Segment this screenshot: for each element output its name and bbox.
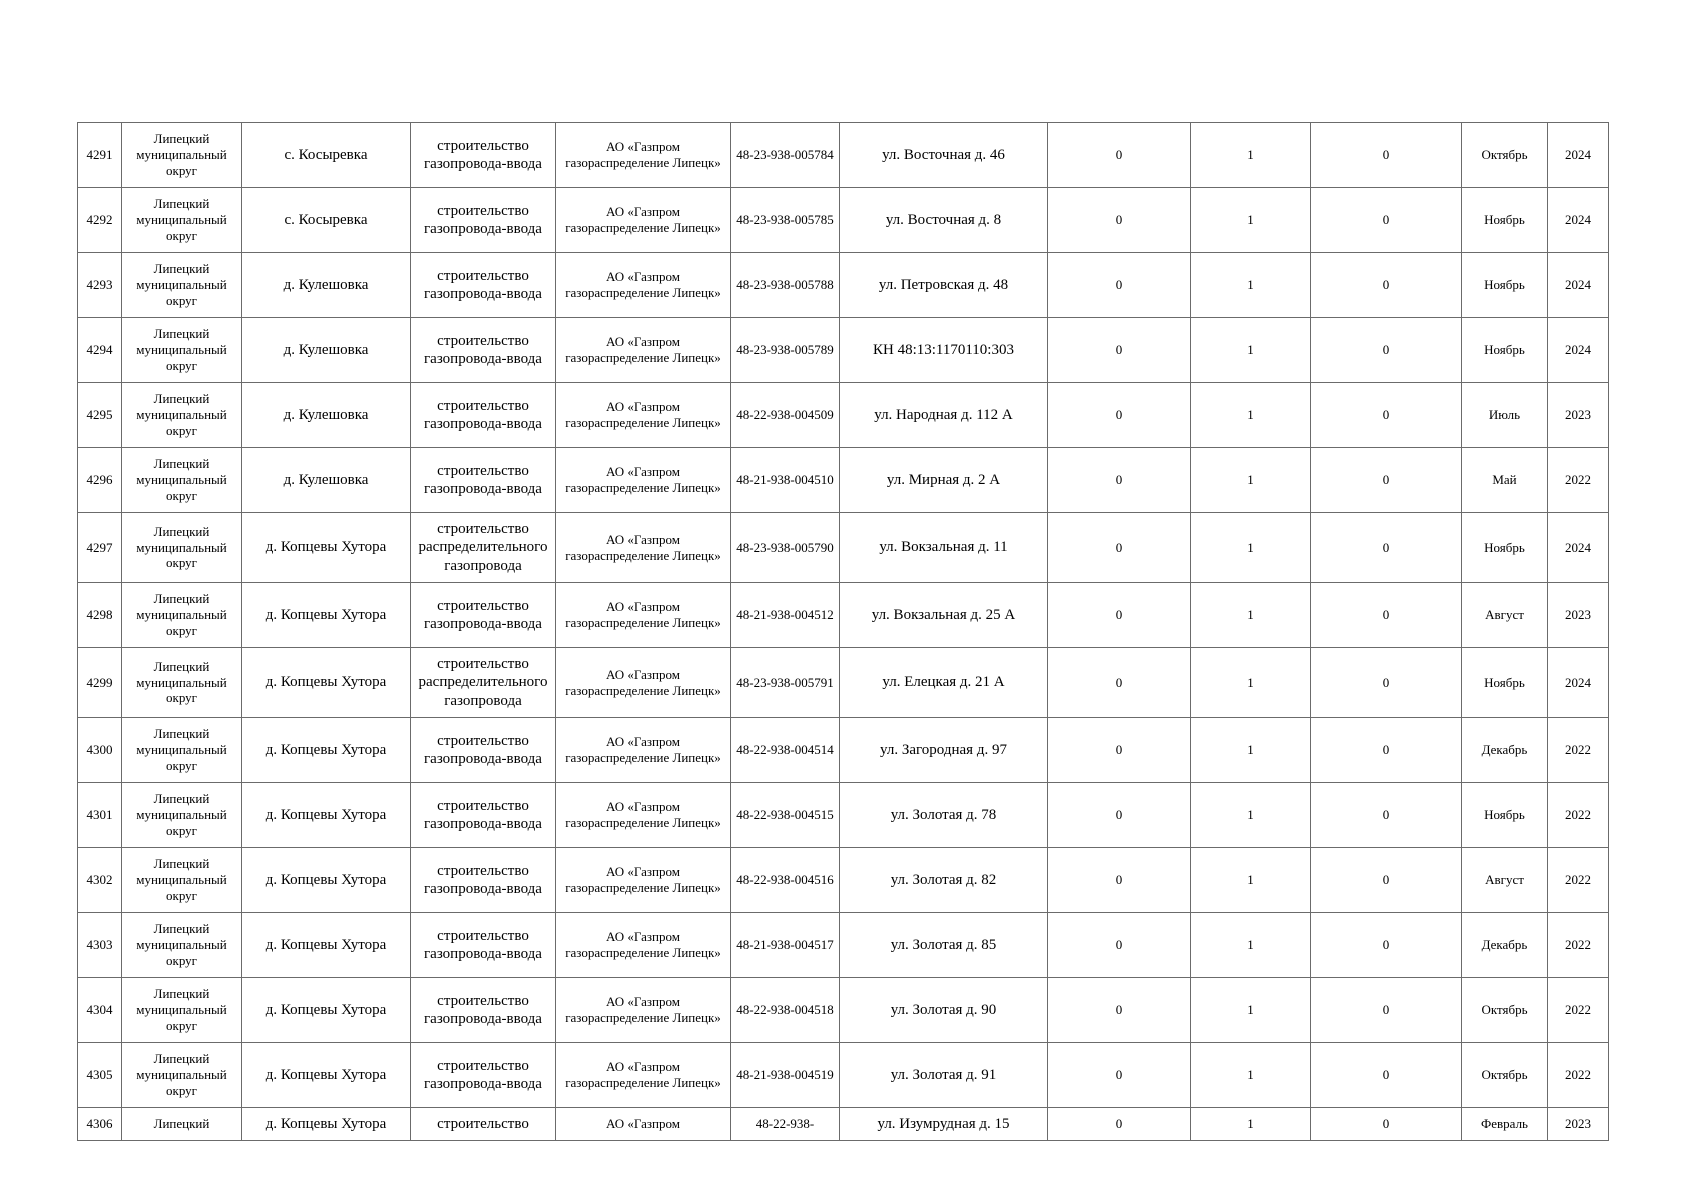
year-cell: 2023 <box>1548 583 1609 648</box>
row-number-cell: 4294 <box>78 318 122 383</box>
row-number-cell: 4292 <box>78 188 122 253</box>
row-number-cell: 4305 <box>78 1043 122 1108</box>
year-cell: 2023 <box>1548 1108 1609 1141</box>
code-cell: 48-23-938-005784 <box>731 123 840 188</box>
year-cell: 2022 <box>1548 978 1609 1043</box>
year-cell: 2022 <box>1548 718 1609 783</box>
table-row <box>78 513 1609 583</box>
organization-cell: АО «Газпром газораспределение Липецк» <box>556 848 731 913</box>
address-cell: ул. Мирная д. 2 А <box>840 448 1048 513</box>
count-cell-2: 1 <box>1191 513 1311 583</box>
count-cell-2: 1 <box>1191 648 1311 718</box>
work-type-cell: строительство газопровода-ввода <box>411 583 556 648</box>
code-cell: 48-22-938-004516 <box>731 848 840 913</box>
address-cell: ул. Золотая д. 90 <box>840 978 1048 1043</box>
settlement-cell: д. Копцевы Хутора <box>242 978 411 1043</box>
code-cell: 48-23-938-005790 <box>731 513 840 583</box>
count-cell-3: 0 <box>1311 978 1462 1043</box>
work-type-cell: строительство <box>411 1108 556 1141</box>
district-cell: Липецкий муниципальный округ <box>122 848 242 913</box>
month-cell: Август <box>1462 583 1548 648</box>
count-cell-1: 0 <box>1048 783 1191 848</box>
table-row <box>78 383 1609 448</box>
row-number-cell: 4304 <box>78 978 122 1043</box>
organization-cell: АО «Газпром газораспределение Липецк» <box>556 123 731 188</box>
month-cell: Август <box>1462 848 1548 913</box>
district-cell: Липецкий муниципальный округ <box>122 648 242 718</box>
row-number-cell: 4295 <box>78 383 122 448</box>
settlement-cell: д. Копцевы Хутора <box>242 1043 411 1108</box>
address-cell: ул. Золотая д. 78 <box>840 783 1048 848</box>
count-cell-2: 1 <box>1191 383 1311 448</box>
organization-cell: АО «Газпром газораспределение Липецк» <box>556 1043 731 1108</box>
address-cell: ул. Восточная д. 46 <box>840 123 1048 188</box>
settlement-cell: д. Копцевы Хутора <box>242 583 411 648</box>
organization-cell: АО «Газпром газораспределение Липецк» <box>556 383 731 448</box>
count-cell-2: 1 <box>1191 123 1311 188</box>
district-cell: Липецкий муниципальный округ <box>122 583 242 648</box>
table-row <box>78 913 1609 978</box>
row-number-cell: 4299 <box>78 648 122 718</box>
settlement-cell: д. Копцевы Хутора <box>242 848 411 913</box>
count-cell-1: 0 <box>1048 718 1191 783</box>
code-cell: 48-22-938- <box>731 1108 840 1141</box>
table-row <box>78 318 1609 383</box>
month-cell: Ноябрь <box>1462 783 1548 848</box>
count-cell-3: 0 <box>1311 648 1462 718</box>
organization-cell: АО «Газпром газораспределение Липецк» <box>556 913 731 978</box>
table-row <box>78 783 1609 848</box>
row-number-cell: 4302 <box>78 848 122 913</box>
count-cell-3: 0 <box>1311 513 1462 583</box>
table-row <box>78 188 1609 253</box>
organization-cell: АО «Газпром <box>556 1108 731 1141</box>
district-cell: Липецкий муниципальный округ <box>122 253 242 318</box>
document-table <box>77 122 1609 1141</box>
address-cell: ул. Восточная д. 8 <box>840 188 1048 253</box>
work-type-cell: строительство распределительного газопровода <box>411 513 556 583</box>
row-number-cell: 4300 <box>78 718 122 783</box>
year-cell: 2022 <box>1548 1043 1609 1108</box>
month-cell: Октябрь <box>1462 1043 1548 1108</box>
count-cell-1: 0 <box>1048 583 1191 648</box>
table-row <box>78 583 1609 648</box>
settlement-cell: д. Копцевы Хутора <box>242 913 411 978</box>
row-number-cell: 4298 <box>78 583 122 648</box>
address-cell: ул. Золотая д. 82 <box>840 848 1048 913</box>
count-cell-1: 0 <box>1048 978 1191 1043</box>
district-cell: Липецкий муниципальный округ <box>122 318 242 383</box>
table-row <box>78 1043 1609 1108</box>
settlement-cell: д. Копцевы Хутора <box>242 1108 411 1141</box>
count-cell-1: 0 <box>1048 123 1191 188</box>
count-cell-2: 1 <box>1191 318 1311 383</box>
year-cell: 2022 <box>1548 848 1609 913</box>
count-cell-2: 1 <box>1191 253 1311 318</box>
count-cell-3: 0 <box>1311 318 1462 383</box>
organization-cell: АО «Газпром газораспределение Липецк» <box>556 648 731 718</box>
district-cell: Липецкий муниципальный округ <box>122 448 242 513</box>
year-cell: 2024 <box>1548 123 1609 188</box>
organization-cell: АО «Газпром газораспределение Липецк» <box>556 583 731 648</box>
settlement-cell: д. Кулешовка <box>242 253 411 318</box>
count-cell-3: 0 <box>1311 383 1462 448</box>
work-type-cell: строительство газопровода-ввода <box>411 448 556 513</box>
count-cell-2: 1 <box>1191 913 1311 978</box>
work-type-cell: строительство газопровода-ввода <box>411 783 556 848</box>
table-row <box>78 253 1609 318</box>
organization-cell: АО «Газпром газораспределение Липецк» <box>556 513 731 583</box>
count-cell-2: 1 <box>1191 1043 1311 1108</box>
row-number-cell: 4296 <box>78 448 122 513</box>
count-cell-3: 0 <box>1311 913 1462 978</box>
district-cell: Липецкий муниципальный округ <box>122 783 242 848</box>
district-cell: Липецкий муниципальный округ <box>122 1043 242 1108</box>
code-cell: 48-22-938-004514 <box>731 718 840 783</box>
work-type-cell: строительство распределительного газопровода <box>411 648 556 718</box>
table-row <box>78 1108 1609 1141</box>
work-type-cell: строительство газопровода-ввода <box>411 848 556 913</box>
count-cell-2: 1 <box>1191 783 1311 848</box>
table-row <box>78 718 1609 783</box>
count-cell-2: 1 <box>1191 188 1311 253</box>
address-cell: ул. Петровская д. 48 <box>840 253 1048 318</box>
settlement-cell: с. Косыревка <box>242 188 411 253</box>
address-cell: ул. Загородная д. 97 <box>840 718 1048 783</box>
row-number-cell: 4306 <box>78 1108 122 1141</box>
month-cell: Июль <box>1462 383 1548 448</box>
settlement-cell: д. Копцевы Хутора <box>242 718 411 783</box>
count-cell-1: 0 <box>1048 1043 1191 1108</box>
month-cell: Ноябрь <box>1462 513 1548 583</box>
organization-cell: АО «Газпром газораспределение Липецк» <box>556 448 731 513</box>
code-cell: 48-21-938-004517 <box>731 913 840 978</box>
year-cell: 2024 <box>1548 648 1609 718</box>
organization-cell: АО «Газпром газораспределение Липецк» <box>556 978 731 1043</box>
year-cell: 2023 <box>1548 383 1609 448</box>
settlement-cell: д. Кулешовка <box>242 318 411 383</box>
count-cell-3: 0 <box>1311 583 1462 648</box>
table-row <box>78 123 1609 188</box>
work-type-cell: строительство газопровода-ввода <box>411 718 556 783</box>
month-cell: Ноябрь <box>1462 188 1548 253</box>
count-cell-1: 0 <box>1048 318 1191 383</box>
row-number-cell: 4297 <box>78 513 122 583</box>
district-cell: Липецкий муниципальный округ <box>122 383 242 448</box>
count-cell-3: 0 <box>1311 718 1462 783</box>
row-number-cell: 4293 <box>78 253 122 318</box>
count-cell-1: 0 <box>1048 1108 1191 1141</box>
district-cell: Липецкий муниципальный округ <box>122 718 242 783</box>
count-cell-1: 0 <box>1048 448 1191 513</box>
organization-cell: АО «Газпром газораспределение Липецк» <box>556 783 731 848</box>
count-cell-3: 0 <box>1311 448 1462 513</box>
district-cell: Липецкий муниципальный округ <box>122 978 242 1043</box>
work-type-cell: строительство газопровода-ввода <box>411 253 556 318</box>
district-cell: Липецкий муниципальный округ <box>122 513 242 583</box>
settlement-cell: д. Копцевы Хутора <box>242 783 411 848</box>
district-cell: Липецкий муниципальный округ <box>122 188 242 253</box>
organization-cell: АО «Газпром газораспределение Липецк» <box>556 253 731 318</box>
row-number-cell: 4303 <box>78 913 122 978</box>
count-cell-2: 1 <box>1191 718 1311 783</box>
count-cell-1: 0 <box>1048 913 1191 978</box>
code-cell: 48-23-938-005791 <box>731 648 840 718</box>
month-cell: Май <box>1462 448 1548 513</box>
count-cell-1: 0 <box>1048 188 1191 253</box>
table-row <box>78 648 1609 718</box>
work-type-cell: строительство газопровода-ввода <box>411 318 556 383</box>
month-cell: Февраль <box>1462 1108 1548 1141</box>
code-cell: 48-23-938-005785 <box>731 188 840 253</box>
settlement-cell: д. Кулешовка <box>242 383 411 448</box>
month-cell: Октябрь <box>1462 123 1548 188</box>
organization-cell: АО «Газпром газораспределение Липецк» <box>556 318 731 383</box>
settlement-cell: с. Косыревка <box>242 123 411 188</box>
district-cell: Липецкий муниципальный округ <box>122 913 242 978</box>
table-row <box>78 848 1609 913</box>
settlement-cell: д. Копцевы Хутора <box>242 513 411 583</box>
code-cell: 48-22-938-004515 <box>731 783 840 848</box>
address-cell: ул. Вокзальная д. 25 А <box>840 583 1048 648</box>
count-cell-3: 0 <box>1311 783 1462 848</box>
address-cell: ул. Вокзальная д. 11 <box>840 513 1048 583</box>
row-number-cell: 4301 <box>78 783 122 848</box>
organization-cell: АО «Газпром газораспределение Липецк» <box>556 188 731 253</box>
work-type-cell: строительство газопровода-ввода <box>411 1043 556 1108</box>
year-cell: 2024 <box>1548 513 1609 583</box>
work-type-cell: строительство газопровода-ввода <box>411 188 556 253</box>
address-cell: ул. Изумрудная д. 15 <box>840 1108 1048 1141</box>
code-cell: 48-23-938-005788 <box>731 253 840 318</box>
year-cell: 2022 <box>1548 913 1609 978</box>
count-cell-1: 0 <box>1048 848 1191 913</box>
count-cell-1: 0 <box>1048 648 1191 718</box>
row-number-cell: 4291 <box>78 123 122 188</box>
work-type-cell: строительство газопровода-ввода <box>411 978 556 1043</box>
month-cell: Октябрь <box>1462 978 1548 1043</box>
month-cell: Декабрь <box>1462 718 1548 783</box>
work-type-cell: строительство газопровода-ввода <box>411 913 556 978</box>
count-cell-2: 1 <box>1191 1108 1311 1141</box>
month-cell: Декабрь <box>1462 913 1548 978</box>
count-cell-1: 0 <box>1048 383 1191 448</box>
count-cell-2: 1 <box>1191 978 1311 1043</box>
count-cell-3: 0 <box>1311 848 1462 913</box>
table-row <box>78 448 1609 513</box>
count-cell-3: 0 <box>1311 1108 1462 1141</box>
code-cell: 48-23-938-005789 <box>731 318 840 383</box>
district-cell: Липецкий муниципальный округ <box>122 123 242 188</box>
table-row <box>78 978 1609 1043</box>
year-cell: 2022 <box>1548 448 1609 513</box>
district-cell: Липецкий <box>122 1108 242 1141</box>
address-cell: ул. Елецкая д. 21 А <box>840 648 1048 718</box>
year-cell: 2024 <box>1548 253 1609 318</box>
code-cell: 48-21-938-004519 <box>731 1043 840 1108</box>
count-cell-1: 0 <box>1048 513 1191 583</box>
code-cell: 48-21-938-004510 <box>731 448 840 513</box>
count-cell-3: 0 <box>1311 188 1462 253</box>
settlement-cell: д. Копцевы Хутора <box>242 648 411 718</box>
month-cell: Ноябрь <box>1462 648 1548 718</box>
organization-cell: АО «Газпром газораспределение Липецк» <box>556 718 731 783</box>
work-type-cell: строительство газопровода-ввода <box>411 383 556 448</box>
year-cell: 2022 <box>1548 783 1609 848</box>
address-cell: ул. Народная д. 112 А <box>840 383 1048 448</box>
address-cell: ул. Золотая д. 91 <box>840 1043 1048 1108</box>
count-cell-3: 0 <box>1311 253 1462 318</box>
month-cell: Ноябрь <box>1462 318 1548 383</box>
code-cell: 48-21-938-004512 <box>731 583 840 648</box>
address-cell: КН 48:13:1170110:303 <box>840 318 1048 383</box>
count-cell-1: 0 <box>1048 253 1191 318</box>
count-cell-2: 1 <box>1191 448 1311 513</box>
code-cell: 48-22-938-004518 <box>731 978 840 1043</box>
address-cell: ул. Золотая д. 85 <box>840 913 1048 978</box>
month-cell: Ноябрь <box>1462 253 1548 318</box>
count-cell-3: 0 <box>1311 123 1462 188</box>
code-cell: 48-22-938-004509 <box>731 383 840 448</box>
year-cell: 2024 <box>1548 188 1609 253</box>
year-cell: 2024 <box>1548 318 1609 383</box>
count-cell-2: 1 <box>1191 583 1311 648</box>
count-cell-2: 1 <box>1191 848 1311 913</box>
settlement-cell: д. Кулешовка <box>242 448 411 513</box>
count-cell-3: 0 <box>1311 1043 1462 1108</box>
work-type-cell: строительство газопровода-ввода <box>411 123 556 188</box>
